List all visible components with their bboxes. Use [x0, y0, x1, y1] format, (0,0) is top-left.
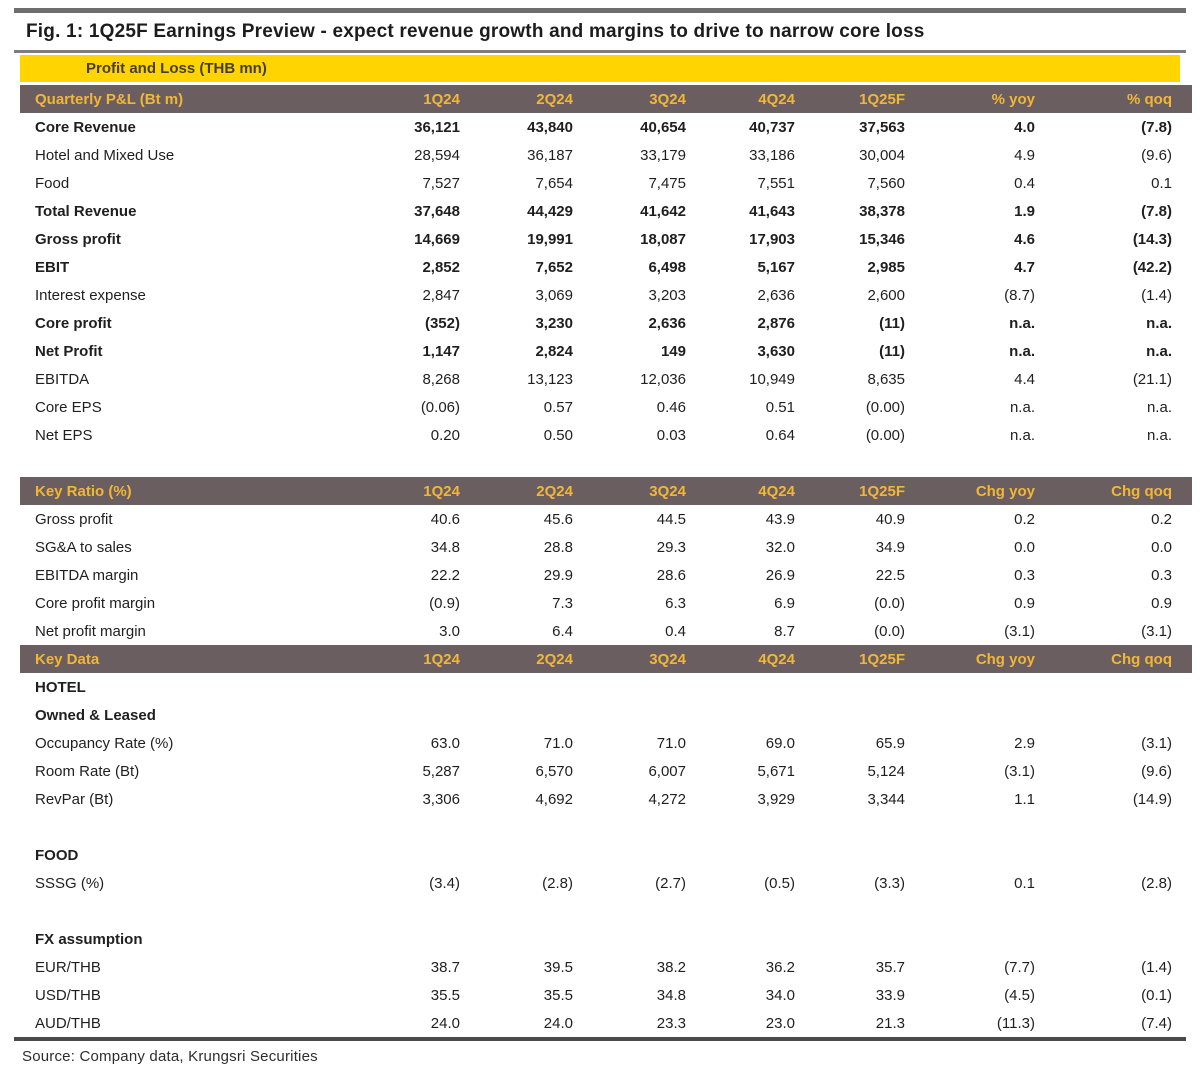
- cell: 36.2: [765, 958, 795, 976]
- profit-loss-band: [20, 55, 1180, 82]
- table-row: [20, 197, 1192, 225]
- cell: 3,069: [535, 286, 573, 304]
- spacer-cell: [20, 897, 1192, 925]
- cell: 2.9: [1014, 734, 1035, 752]
- row-label: HOTEL: [35, 678, 86, 696]
- cell: 65.9: [875, 734, 905, 752]
- cell: 0.0: [1151, 538, 1172, 556]
- cell: 38,378: [859, 202, 905, 220]
- cell: 40.6: [430, 510, 460, 528]
- cell: 33,186: [749, 146, 795, 164]
- cell: 7,654: [535, 174, 573, 192]
- cell: 71.0: [543, 734, 573, 752]
- cell: 6.4: [552, 622, 573, 640]
- cell: 0.4: [1014, 174, 1035, 192]
- cell: (2.8): [1141, 874, 1172, 892]
- cell: (3.1): [1141, 622, 1172, 640]
- cell: n.a.: [1009, 426, 1035, 444]
- cell: (9.6): [1141, 762, 1172, 780]
- header-row-quarterly-pnl: [20, 85, 1192, 113]
- row-label: Interest expense: [35, 286, 146, 304]
- cell: 6,498: [648, 258, 686, 276]
- title-rule: [14, 50, 1186, 53]
- table-row: [20, 253, 1192, 281]
- spacer-row: [20, 897, 1192, 925]
- cell: (0.1): [1141, 986, 1172, 1004]
- cell: 2,847: [422, 286, 460, 304]
- cell: 4.4: [1014, 370, 1035, 388]
- header-row-key-ratio: [20, 477, 1192, 505]
- cell: 3,630: [757, 342, 795, 360]
- cell: n.a.: [1009, 398, 1035, 416]
- cell: 34.9: [875, 538, 905, 556]
- cell: [905, 701, 1035, 729]
- cell: 23.3: [656, 1014, 686, 1032]
- cell: 35.5: [543, 986, 573, 1004]
- cell: 7,475: [648, 174, 686, 192]
- cell: 0.1: [1014, 874, 1035, 892]
- cell: [345, 841, 460, 869]
- cell: 37,648: [414, 202, 460, 220]
- cell: 63.0: [430, 734, 460, 752]
- cell: (0.0): [874, 594, 905, 612]
- cell: 8,635: [867, 370, 905, 388]
- cell: 0.57: [543, 398, 573, 416]
- tables-host: [20, 85, 1180, 1037]
- table-row: [20, 757, 1192, 785]
- cell: (3.1): [1141, 734, 1172, 752]
- cell: 35.7: [875, 958, 905, 976]
- cell: [573, 673, 686, 701]
- cell: 2,824: [535, 342, 573, 360]
- table-row: [20, 1009, 1192, 1037]
- cell: n.a.: [1146, 342, 1172, 360]
- table-row: [20, 841, 1192, 869]
- cell: 38.7: [430, 958, 460, 976]
- cell: 40,654: [640, 118, 686, 136]
- cell: [686, 701, 795, 729]
- cell: 0.2: [1014, 510, 1035, 528]
- cell: 0.20: [430, 426, 460, 444]
- cell: [460, 701, 573, 729]
- cell: 24.0: [543, 1014, 573, 1032]
- cell: 0.4: [665, 622, 686, 640]
- cell: 3,344: [867, 790, 905, 808]
- cell: 17,903: [749, 230, 795, 248]
- column-header: 2Q24: [460, 85, 573, 113]
- table-row: [20, 925, 1192, 953]
- cell: 34.0: [765, 986, 795, 1004]
- cell: (1.4): [1141, 958, 1172, 976]
- cell: n.a.: [1146, 398, 1172, 416]
- table-row: [20, 981, 1192, 1009]
- cell: (42.2): [1132, 258, 1172, 276]
- cell: 22.5: [875, 566, 905, 584]
- column-header: 3Q24: [573, 477, 686, 505]
- cell: 44.5: [656, 510, 686, 528]
- cell: (21.1): [1132, 370, 1172, 388]
- table-row: [20, 589, 1192, 617]
- table-row: [20, 701, 1192, 729]
- cell: 29.9: [543, 566, 573, 584]
- cell: (11): [879, 314, 905, 332]
- cell: (3.1): [1004, 622, 1035, 640]
- row-label: Owned & Leased: [35, 706, 156, 724]
- cell: [905, 841, 1035, 869]
- cell: 36,121: [414, 118, 460, 136]
- cell: [573, 841, 686, 869]
- cell: 40,737: [749, 118, 795, 136]
- cell: 0.3: [1014, 566, 1035, 584]
- table-row: [20, 309, 1192, 337]
- row-label: USD/THB: [35, 986, 101, 1004]
- cell: 4,692: [535, 790, 573, 808]
- cell: 19,991: [527, 230, 573, 248]
- cell: 18,087: [640, 230, 686, 248]
- cell: 7,527: [422, 174, 460, 192]
- table-row: [20, 393, 1192, 421]
- table-row: [20, 337, 1192, 365]
- cell: 45.6: [543, 510, 573, 528]
- table-key-ratio: [20, 477, 1192, 645]
- cell: 40.9: [875, 510, 905, 528]
- cell: 41,642: [640, 202, 686, 220]
- table-row: [20, 225, 1192, 253]
- table-row: [20, 953, 1192, 981]
- cell: 5,671: [757, 762, 795, 780]
- cell: (0.5): [764, 874, 795, 892]
- column-header: 1Q25F: [795, 85, 905, 113]
- cell: n.a.: [1009, 314, 1035, 332]
- cell: 7,551: [757, 174, 795, 192]
- cell: (8.7): [1004, 286, 1035, 304]
- section-header-label: Quarterly P&L (Bt m): [20, 85, 345, 113]
- cell: 149: [660, 342, 686, 360]
- cell: 33,179: [640, 146, 686, 164]
- cell: (4.5): [1004, 986, 1035, 1004]
- cell: [795, 701, 905, 729]
- row-label: Total Revenue: [35, 202, 137, 220]
- cell: 2,636: [757, 286, 795, 304]
- cell: 14,669: [414, 230, 460, 248]
- cell: n.a.: [1146, 314, 1172, 332]
- column-header: 1Q25F: [795, 477, 905, 505]
- row-label: EBITDA: [35, 370, 90, 388]
- section-header-label: Key Ratio (%): [20, 477, 345, 505]
- cell: 7,560: [867, 174, 905, 192]
- cell: 0.51: [765, 398, 795, 416]
- cell: (0.9): [429, 594, 460, 612]
- table-row: [20, 617, 1192, 645]
- cell: 71.0: [656, 734, 686, 752]
- cell: 6.3: [665, 594, 686, 612]
- cell: 3,203: [648, 286, 686, 304]
- cell: [795, 673, 905, 701]
- cell: 15,346: [859, 230, 905, 248]
- cell: [795, 841, 905, 869]
- cell: 12,036: [640, 370, 686, 388]
- cell: (11.3): [996, 1014, 1035, 1032]
- row-label: Core Revenue: [35, 118, 136, 136]
- cell: 3,929: [757, 790, 795, 808]
- cell: n.a.: [1009, 342, 1035, 360]
- cell: 5,124: [867, 762, 905, 780]
- cell: 21.3: [875, 1014, 905, 1032]
- cell: 37,563: [859, 118, 905, 136]
- cell: 13,123: [527, 370, 573, 388]
- cell: 0.46: [656, 398, 686, 416]
- cell: 30,004: [859, 146, 905, 164]
- cell: 1,147: [422, 342, 460, 360]
- column-header: Chg qoq: [1035, 645, 1192, 673]
- table-quarterly-pnl: [20, 85, 1192, 449]
- row-label: RevPar (Bt): [35, 790, 114, 808]
- cell: (7.4): [1141, 1014, 1172, 1032]
- cell: 69.0: [765, 734, 795, 752]
- column-header: 2Q24: [460, 477, 573, 505]
- cell: 2,852: [422, 258, 460, 276]
- row-label: Hotel and Mixed Use: [35, 146, 175, 164]
- cell: 3,230: [535, 314, 573, 332]
- cell: 10,949: [749, 370, 795, 388]
- cell: 33.9: [875, 986, 905, 1004]
- row-label: Gross profit: [35, 230, 121, 248]
- row-label: Food: [35, 174, 70, 192]
- cell: 41,643: [749, 202, 795, 220]
- row-label: EBIT: [35, 258, 70, 276]
- cell: [345, 925, 460, 953]
- cell: 35.5: [430, 986, 460, 1004]
- cell: 0.9: [1014, 594, 1035, 612]
- cell: 4.9: [1014, 146, 1035, 164]
- cell: 4.6: [1014, 230, 1035, 248]
- cell: [573, 925, 686, 953]
- table-row: [20, 421, 1192, 449]
- cell: (11): [879, 342, 905, 360]
- cell: 7.3: [552, 594, 573, 612]
- cell: (7.8): [1141, 202, 1172, 220]
- row-label: EUR/THB: [35, 958, 101, 976]
- table-row: [20, 113, 1192, 141]
- column-header: 1Q24: [345, 645, 460, 673]
- cell: 2,600: [867, 286, 905, 304]
- cell: 4,272: [648, 790, 686, 808]
- column-header: Chg yoy: [905, 477, 1035, 505]
- row-label: FOOD: [35, 846, 79, 864]
- cell: [795, 925, 905, 953]
- cell: 3.0: [439, 622, 460, 640]
- column-header: 2Q24: [460, 645, 573, 673]
- column-header: 4Q24: [686, 85, 795, 113]
- cell: 0.2: [1151, 510, 1172, 528]
- column-header: Chg yoy: [905, 645, 1035, 673]
- cell: 0.1: [1151, 174, 1172, 192]
- table-row: [20, 869, 1192, 897]
- cell: (2.8): [542, 874, 573, 892]
- row-label: FX assumption: [35, 930, 143, 948]
- column-header: % qoq: [1035, 85, 1192, 113]
- cell: [1035, 701, 1192, 729]
- cell: 38.2: [656, 958, 686, 976]
- column-header: 4Q24: [686, 645, 795, 673]
- cell: (7.8): [1141, 118, 1172, 136]
- cell: (0.00): [865, 426, 905, 444]
- cell: (14.3): [1132, 230, 1172, 248]
- cell: 28.6: [656, 566, 686, 584]
- cell: 43,840: [527, 118, 573, 136]
- row-label: Room Rate (Bt): [35, 762, 140, 780]
- cell: [686, 925, 795, 953]
- cell: 44,429: [527, 202, 573, 220]
- cell: 32.0: [765, 538, 795, 556]
- cell: 4.7: [1014, 258, 1035, 276]
- cell: 2,985: [867, 258, 905, 276]
- cell: 7,652: [535, 258, 573, 276]
- cell: 2,876: [757, 314, 795, 332]
- cell: (14.9): [1132, 790, 1172, 808]
- column-header: 1Q24: [345, 477, 460, 505]
- cell: (3.4): [429, 874, 460, 892]
- cell: 0.3: [1151, 566, 1172, 584]
- cell: 1.9: [1014, 202, 1035, 220]
- cell: 1.1: [1014, 790, 1035, 808]
- cell: 43.9: [765, 510, 795, 528]
- cell: 22.2: [430, 566, 460, 584]
- cell: 29.3: [656, 538, 686, 556]
- column-header: Chg qoq: [1035, 477, 1192, 505]
- cell: 0.64: [765, 426, 795, 444]
- cell: 5,167: [757, 258, 795, 276]
- cell: 34.8: [656, 986, 686, 1004]
- table-row: [20, 169, 1192, 197]
- column-header: 1Q25F: [795, 645, 905, 673]
- header-row-key-data: [20, 645, 1192, 673]
- cell: (0.06): [420, 398, 460, 416]
- table-row: [20, 365, 1192, 393]
- cell: [345, 701, 460, 729]
- cell: 0.0: [1014, 538, 1035, 556]
- cell: (7.7): [1004, 958, 1035, 976]
- figure-title: Fig. 1: 1Q25F Earnings Preview - expect revenue growth and margins to drive to narrow core loss: [26, 21, 925, 42]
- cell: 6,007: [648, 762, 686, 780]
- table-row: [20, 729, 1192, 757]
- cell: (3.1): [1004, 762, 1035, 780]
- row-label: Net profit margin: [35, 622, 146, 640]
- cell: (3.3): [874, 874, 905, 892]
- cell: [686, 841, 795, 869]
- cell: [686, 673, 795, 701]
- column-header: 4Q24: [686, 477, 795, 505]
- row-label: Core EPS: [35, 398, 102, 416]
- source-note: Source: Company data, Krungsri Securities: [22, 1048, 318, 1065]
- cell: (0.00): [865, 398, 905, 416]
- cell: 4.0: [1014, 118, 1035, 136]
- section-header-label: Key Data: [20, 645, 345, 673]
- cell: [460, 673, 573, 701]
- cell: 0.03: [656, 426, 686, 444]
- row-label: Occupancy Rate (%): [35, 734, 174, 752]
- cell: 28.8: [543, 538, 573, 556]
- row-label: Net EPS: [35, 426, 93, 444]
- row-label: SSSG (%): [35, 874, 105, 892]
- table-row: [20, 281, 1192, 309]
- cell: 8,268: [422, 370, 460, 388]
- row-label: EBITDA margin: [35, 566, 139, 584]
- cell: (352): [424, 314, 460, 332]
- column-header: % yoy: [905, 85, 1035, 113]
- column-header: 3Q24: [573, 85, 686, 113]
- table-key-data: [20, 645, 1192, 1037]
- table-row: [20, 533, 1192, 561]
- cell: 5,287: [422, 762, 460, 780]
- cell: [1035, 841, 1192, 869]
- table-row: [20, 673, 1192, 701]
- cell: [460, 841, 573, 869]
- cell: 0.50: [543, 426, 573, 444]
- cell: [460, 925, 573, 953]
- cell: 28,594: [414, 146, 460, 164]
- row-label: Net Profit: [35, 342, 103, 360]
- cell: [1035, 925, 1192, 953]
- cell: (2.7): [655, 874, 686, 892]
- row-label: Core profit: [35, 314, 112, 332]
- cell: (1.4): [1141, 286, 1172, 304]
- cell: 3,306: [422, 790, 460, 808]
- row-label: SG&A to sales: [35, 538, 132, 556]
- profit-loss-band-label: Profit and Loss (THB mn): [86, 60, 267, 77]
- cell: 0.9: [1151, 594, 1172, 612]
- table-row: [20, 141, 1192, 169]
- cell: 26.9: [765, 566, 795, 584]
- spacer-cell: [20, 813, 1192, 841]
- cell: 34.8: [430, 538, 460, 556]
- table-row: [20, 505, 1192, 533]
- table-row: [20, 785, 1192, 813]
- figure-page: [0, 8, 1200, 1065]
- cell: 36,187: [527, 146, 573, 164]
- cell: [905, 673, 1035, 701]
- cell: [573, 701, 686, 729]
- spacer-row: [20, 813, 1192, 841]
- cell: [345, 673, 460, 701]
- cell: 6,570: [535, 762, 573, 780]
- cell: 2,636: [648, 314, 686, 332]
- column-header: 3Q24: [573, 645, 686, 673]
- row-label: Gross profit: [35, 510, 113, 528]
- row-label: AUD/THB: [35, 1014, 101, 1032]
- cell: 6.9: [774, 594, 795, 612]
- cell: 24.0: [430, 1014, 460, 1032]
- column-header: 1Q24: [345, 85, 460, 113]
- cell: 39.5: [543, 958, 573, 976]
- cell: n.a.: [1146, 426, 1172, 444]
- cell: [1035, 673, 1192, 701]
- cell: 23.0: [765, 1014, 795, 1032]
- cell: 8.7: [774, 622, 795, 640]
- table-row: [20, 561, 1192, 589]
- row-label: Core profit margin: [35, 594, 156, 612]
- cell: (9.6): [1141, 146, 1172, 164]
- cell: (0.0): [874, 622, 905, 640]
- cell: [905, 925, 1035, 953]
